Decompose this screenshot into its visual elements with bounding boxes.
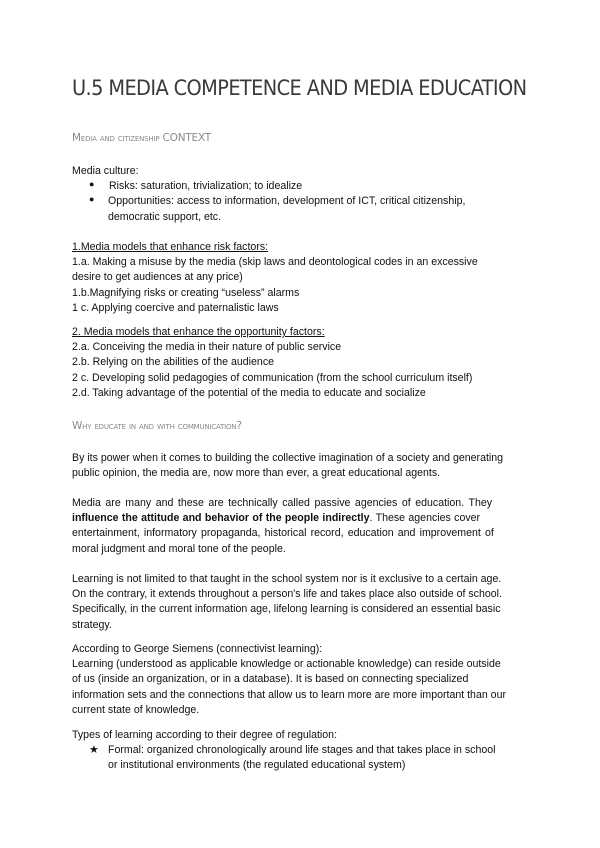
star-icon: ★	[89, 744, 99, 757]
risk-line: 1.a. Making a misuse by the media (skip laws and deontological codes in an excessive	[72, 256, 478, 269]
media-culture-label: Media culture:	[72, 165, 139, 177]
media-culture-block	[72, 164, 532, 225]
paragraph-line: Learning (understood as applicable knowledge or actionable knowledge) can reside outside	[72, 658, 501, 671]
list-item-text: Formal: organized chronologically around life stages and that takes place in school	[108, 744, 496, 757]
paragraph-2	[72, 496, 532, 557]
paragraph-line: moral judgment and moral tone of the people.	[72, 542, 286, 555]
list-item	[72, 179, 532, 194]
paragraph-line: On the contrary, it extends throughout a person's life and takes place also outside of school.	[72, 588, 502, 601]
opportunity-line: 2 c. Developing solid pedagogies of communication (from the school curriculum itself)	[72, 371, 473, 384]
opportunity-line: 2.b. Relying on the abilities of the audience	[72, 356, 275, 369]
risk-line: desire to get audiences at any price)	[72, 271, 243, 284]
paragraph-line: Types of learning according to their degree of regulation:	[72, 729, 338, 741]
section-heading-context: Media and citizenship CONTEXT	[72, 132, 212, 144]
paragraph-4	[72, 642, 532, 718]
risk-heading: 1.Media models that enhance risk factors:	[72, 241, 269, 253]
bullet-icon: ●	[89, 179, 95, 190]
opportunity-line: 2.a. Conceiving the media in their nature of public service	[72, 341, 342, 354]
list-item-text: democratic support, etc.	[108, 210, 222, 223]
opportunity-factors-block	[72, 325, 532, 401]
paragraph-line: of us (inside an organization, or in a database). It is based on connecting specialized	[72, 673, 469, 686]
paragraph-line: By its power when it comes to building the collective imagination of a society and generating	[72, 452, 504, 464]
paragraph-line: strategy.	[72, 618, 112, 631]
list-item-text: or institutional environments (the regulated educational system)	[108, 759, 406, 772]
paragraph-5	[72, 728, 532, 774]
paragraph-1	[72, 451, 532, 481]
opportunity-heading: 2. Media models that enhance the opportunity factors:	[72, 326, 325, 338]
paragraph-3	[72, 572, 532, 633]
paragraph-text: . These agencies cover	[369, 512, 481, 525]
paragraph-line: Media are many and these are technically called passive agencies of education. They	[72, 497, 493, 509]
paragraph-line: entertainment, informatory propaganda, historical record, education and improvement of	[72, 527, 494, 540]
bullet-icon: ●	[89, 194, 95, 205]
bold-phrase: influence the attitude and behavior of the people indirectly	[72, 512, 370, 525]
paragraph-line: current state of knowledge.	[72, 703, 200, 716]
paragraph-line: Specifically, in the current information age, lifelong learning is considered an essential basic	[72, 603, 501, 616]
paragraph-line	[72, 511, 532, 526]
risk-line: 1.b.Magnifying risks or creating “useless” alarms	[72, 286, 300, 299]
list-item-text: Risks: saturation, trivialization; to idealize	[109, 180, 303, 193]
list-item	[72, 743, 532, 773]
paragraph-line: Learning is not limited to that taught in the school system nor is it exclusive to a certain age.	[72, 573, 502, 585]
paragraph-line: According to George Siemens (connectivist learning):	[72, 643, 323, 655]
section-heading-why-educate: Why educate in and with communication?	[72, 420, 242, 432]
opportunity-line: 2.d. Taking advantage of the potential of the media to educate and socialize	[72, 386, 426, 399]
paragraph-line: information sets and the connections that allow us to learn more are more important than our	[72, 688, 506, 701]
page-title: U.5 MEDIA COMPETENCE AND MEDIA EDUCATION	[72, 76, 527, 101]
list-item-text: Opportunities: access to information, development of ICT, critical citizenship,	[108, 195, 466, 208]
risk-line: 1 c. Applying coercive and paternalistic laws	[72, 301, 279, 314]
risk-factors-block	[72, 240, 532, 316]
paragraph-line: public opinion, the media are, now more than ever, a great educational agents.	[72, 467, 441, 480]
list-item	[72, 194, 532, 224]
